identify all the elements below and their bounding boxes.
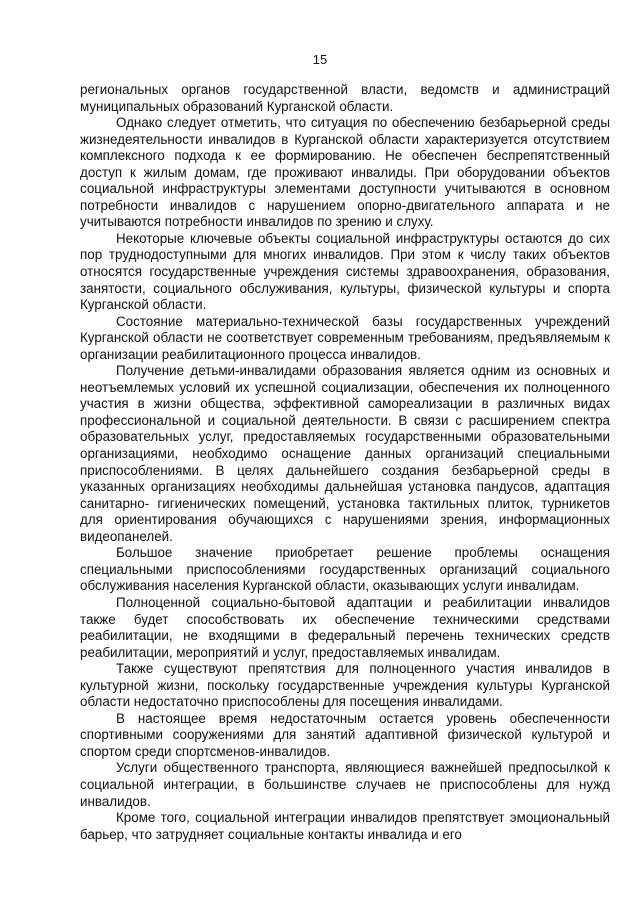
paragraph-4: Состояние материально-технической базы государственных учреждений Курганской области не соответствует современным требованиям, предъявляемым к организации реабилитационного процесса инвалидов. — [80, 313, 610, 362]
paragraph-2: Однако следует отметить, что ситуация по обеспечению безбарьерной среды жизнедеятельности инвалидов в Курганской области характеризуется отсутствием комплексного подхода к ее формированию. Не обеспечен беспрепятственный доступ к жилым домам, где проживают инвалиды. При оборудовании объектов социальной инфраструктуры элементами доступности учитываются в основном потребности инвалидов с нарушением опорно-двигательного аппарата и не учитываются потребности инвалидов по зрению и слуху. — [80, 115, 610, 230]
document-body — [80, 82, 610, 843]
paragraph-8: Также существуют препятствия для полноценного участия инвалидов в культурной жизни, поскольку государственные учреждения культуры Курганской области недостаточно приспособлены для посещения инвалидами. — [80, 661, 610, 710]
page-number: 15 — [312, 52, 328, 67]
paragraph-9: В настоящее время недостаточным остается уровень обеспеченности спортивными сооружениями для занятий адаптивной физической культурой и спортом среди спортсменов-инвалидов. — [80, 710, 610, 759]
paragraph-10: Услуги общественного транспорта, являющиеся важнейшей предпосылкой к социальной интеграции, в большинстве случаев не приспособлены для нужд инвалидов. — [80, 760, 610, 809]
paragraph-3: Некоторые ключевые объекты социальной инфраструктуры остаются до сих пор труднодоступными для многих инвалидов. При этом к числу таких объектов относятся государственные учреждения системы здравоохранения, образования, занятости, социального обслуживания, культуры, физической культуры и спорта Курганской области. — [80, 230, 610, 313]
paragraph-11: Кроме того, социальной интеграции инвалидов препятствует эмоциональный барьер, что затрудняет социальные контакты инвалида и его — [80, 810, 610, 842]
paragraph-7: Полноценной социально-бытовой адаптации и реабилитации инвалидов также будет способствовать их обеспечение техническими средствами реабилитации, не входящими в федеральный перечень технических средств реабилитации, мероприятий и услуг, предоставляемых инвалидам. — [80, 594, 610, 660]
paragraph-1: региональных органов государственной власти, ведомств и администраций муниципальных образований Курганской области. — [80, 82, 610, 114]
paragraph-6: Большое значение приобретает решение проблемы оснащения специальными приспособлениями государственных организаций социального обслуживания населения Курганской области, оказывающих услуги инвалидам. — [80, 545, 610, 594]
paragraph-5: Получение детьми-инвалидами образования является одним из основных и неотъемлемых условий их успешной социализации, обеспечения их полноценного участия в жизни общества, эффективной самореализации в различных видах профессиональной и социальной деятельности. В связи с расширением спектра образовательных услуг, предоставляемых государственными образовательными организациями, необходимо оснащение данных организаций специальными приспособлениями. В целях дальнейшего создания безбарьерной среды в указанных организациях необходимы дальнейшая установка пандусов, адаптация санитарно- гигиенических помещений, установка тактильных плиток, турникетов для ориентирования обучающихся с нарушениями зрения, информационных видеопанелей. — [80, 363, 610, 544]
